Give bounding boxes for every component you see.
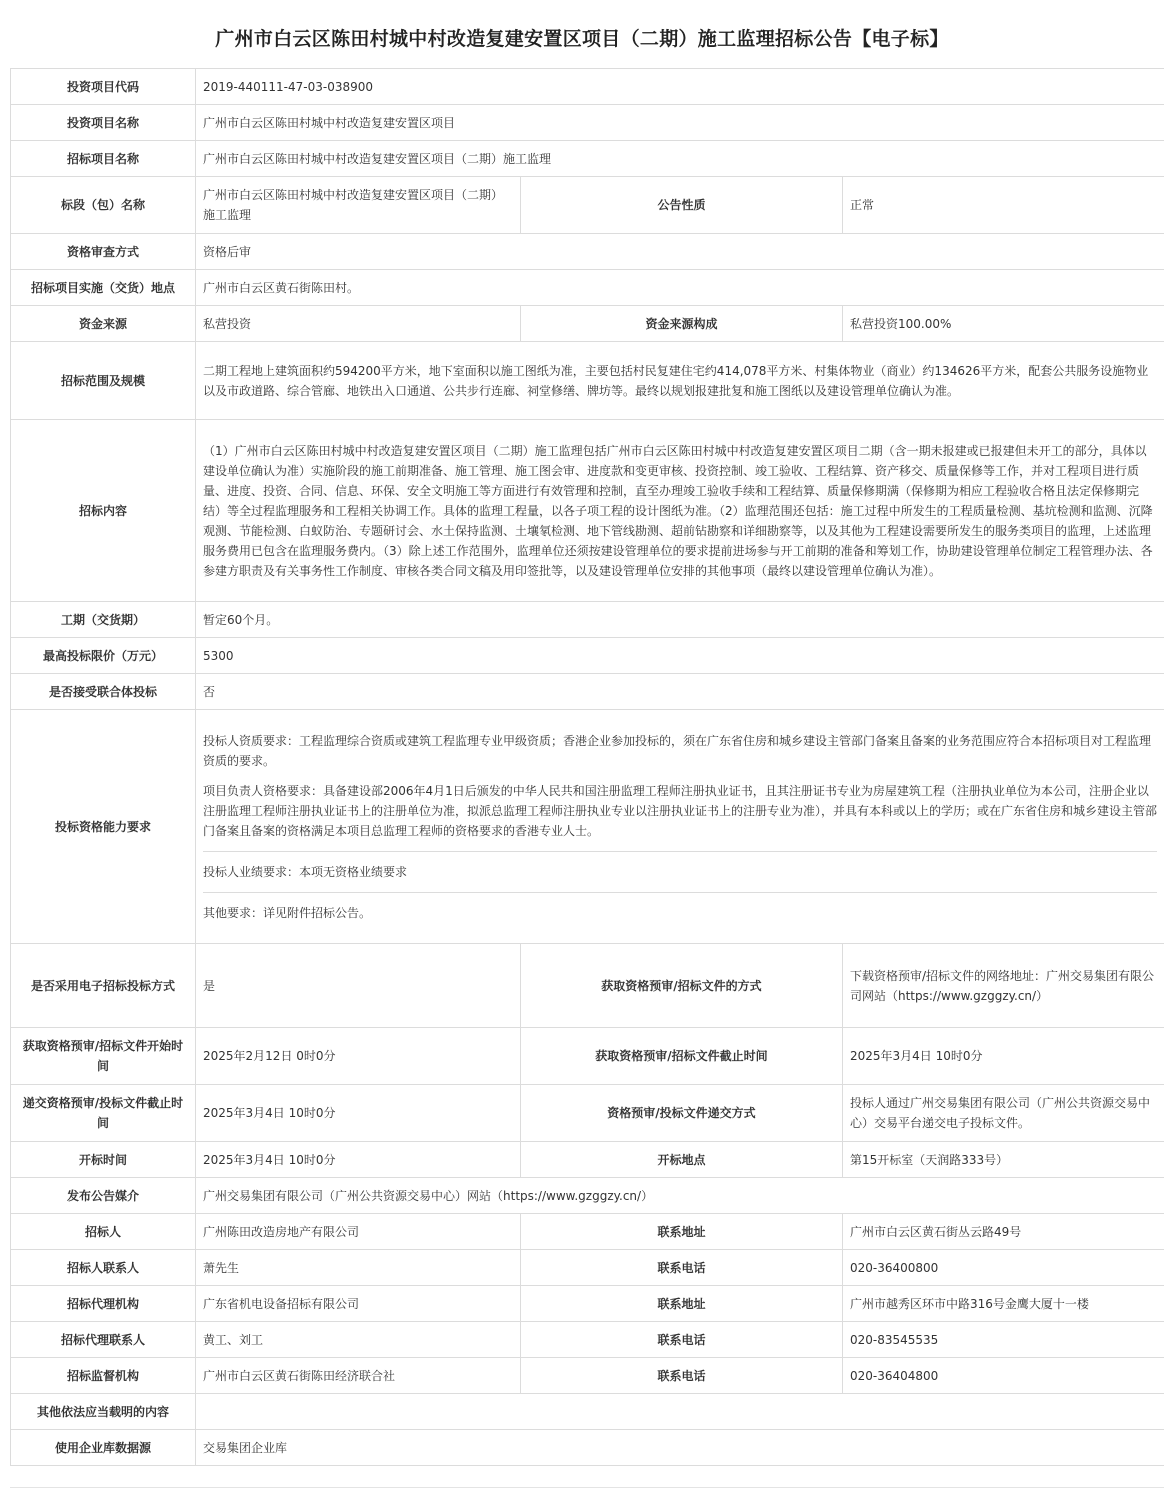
label-agency-address: 联系地址	[521, 1286, 843, 1322]
value-qualification-review: 资格后审	[196, 234, 1164, 270]
label-get-start: 获取资格预审/招标文件开始时间	[11, 1028, 196, 1085]
value-location: 广州市白云区黄石街陈田村。	[196, 270, 1164, 306]
row-tenderer	[11, 1214, 1164, 1250]
label-tenderer-address: 联系地址	[521, 1214, 843, 1250]
value-duration: 暂定60个月。	[196, 602, 1164, 638]
label-open-time: 开标时间	[11, 1142, 196, 1178]
row-electronic	[11, 944, 1164, 1028]
bidder-requirement: 投标人资质要求：工程监理综合资质或建筑工程监理专业甲级资质；香港企业参加投标的，须在广东省住房和城乡建设主管部门备案且备案的业务范围应符合本招标项目对工程监理资质的要求。	[203, 733, 1152, 768]
label-project-code: 投资项目代码	[11, 69, 196, 105]
label-consortium: 是否接受联合体投标	[11, 674, 196, 710]
value-agency-address: 广州市越秀区环市中路316号金鹰大厦十一楼	[843, 1286, 1164, 1322]
value-get-end: 2025年3月4日 10时0分	[843, 1028, 1164, 1085]
label-supervision: 招标监督机构	[11, 1358, 196, 1394]
label-content: 招标内容	[11, 420, 196, 602]
label-qualification-review: 资格审查方式	[11, 234, 196, 270]
value-submit-deadline: 2025年3月4日 10时0分	[196, 1085, 521, 1142]
value-scope: 二期工程地上建筑面积约594200平方米，地下室面积以施工图纸为准，主要包括村民复建住宅约414,078平方米、村集体物业（商业）约134626平方米，配套公共服务设施物业以及市政道路、综合管廊、地铁出入口通道、公共步行连廊、祠堂修缮、牌坊等。最终以规划报建批复和施工图纸以及建设管理单位确认为准。	[196, 342, 1164, 420]
value-agency-contact: 黄工、刘工	[196, 1322, 521, 1358]
value-supervision: 广州市白云区黄石街陈田经济联合社	[196, 1358, 521, 1394]
value-section-name: 广州市白云区陈田村城中村改造复建安置区项目（二期）施工监理	[196, 177, 521, 234]
value-get-method: 下载资格预审/招标文件的网络地址：广州交易集团有限公司网站（https://www.gzggzy.cn/）	[843, 944, 1164, 1028]
label-agency: 招标代理机构	[11, 1286, 196, 1322]
row-agency-contact	[11, 1322, 1164, 1358]
row-submit-time	[11, 1085, 1164, 1142]
value-other-content	[196, 1394, 1164, 1430]
row-max-price	[11, 638, 1164, 674]
label-submit-deadline: 递交资格预审/投标文件截止时间	[11, 1085, 196, 1142]
label-funding: 资金来源	[11, 306, 196, 342]
value-content: （1）广州市白云区陈田村城中村改造复建安置区项目（二期）施工监理包括广州市白云区陈田村城中村改造复建安置区项目二期（含一期未报建或已报建但未开工的部分，具体以建设单位确认为准）实施阶段的施工前期准备、施工管理、施工图会审、进度款和变更审核、投资控制、竣工验收、工程结算、资产移交、质量保修等工作，并对工程项目进行质量、进度、投资、合同、信息、环保、安全文明施工等方面进行有效管理和控制，直至办理竣工验收手续和工程结算、质量保修期满（保修期为相应工程验收合格且法定保修期完结）等全过程监理服务和工程相关协调工作。具体的监理工程量，以各子项工程的设计图纸为准。（2）监理范围还包括：施工过程中所发生的工程质量检测、基坑检测和监测、沉降观测、节能检测、白蚁防治、专题研讨会、水土保持监测、土壤氡检测、地下管线勘测、超前钻勘察和详细勘察等，以及其他为工程建设需要所发生的服务类项目的监理，上述监理服务费用已包含在监理服务费内。（3）除上述工作范围外，监理单位还须按建设管理单位的要求提前进场参与开工前期的准备和筹划工作，协助建设管理单位制定工程管理办法、各参建方职责及有关事务性工作制度、审核各类合同文稿及用印签批等，以及建设管理单位安排的其他事项（最终以建设管理单位确认为准）。	[196, 420, 1164, 602]
label-max-price: 最高投标限价（万元）	[11, 638, 196, 674]
value-tenderer-contact: 萧先生	[196, 1250, 521, 1286]
row-tender-project-name	[11, 141, 1164, 177]
label-tender-project-name: 招标项目名称	[11, 141, 196, 177]
value-consortium: 否	[196, 674, 1164, 710]
label-other-content: 其他依法应当载明的内容	[11, 1394, 196, 1430]
value-open-time: 2025年3月4日 10时0分	[196, 1142, 521, 1178]
value-tenderer-address: 广州市白云区黄石街丛云路49号	[843, 1214, 1164, 1250]
value-project-name: 广州市白云区陈田村城中村改造复建安置区项目	[196, 105, 1164, 141]
manager-requirement: 项目负责人资格要求：具备建设部2006年4月1日后颁发的中华人民共和国注册监理工程师注册执业证书，且其注册证书专业为房屋建筑工程（注册执业单位为本公司，注册企业以注册监理工程师注册执业证书上的注册单位为准，拟派总监理工程师注册执业专业以注册执业证书上的注册专业为准），并具有本科或以上的学历；或在广东省住房和城乡建设主管部门备案且备案的资格满足本项目总监理工程师的资格要求的香港专业人士。	[203, 783, 1158, 838]
row-other-content	[11, 1394, 1164, 1430]
label-submit-method: 资格预审/投标文件递交方式	[521, 1085, 843, 1142]
row-project-code	[11, 69, 1164, 105]
value-project-code: 2019-440111-47-03-038900	[196, 69, 1164, 105]
value-funding: 私营投资	[196, 306, 521, 342]
row-qualification-review	[11, 234, 1164, 270]
row-media	[11, 1178, 1164, 1214]
row-qualification	[11, 710, 1164, 944]
label-qualification: 投标资格能力要求	[11, 710, 196, 944]
row-supervision	[11, 1358, 1164, 1394]
label-db-source: 使用企业库数据源	[11, 1430, 196, 1466]
value-qualification	[196, 710, 1164, 944]
page-title: 广州市白云区陈田村城中村改造复建安置区项目（二期）施工监理招标公告【电子标】	[215, 28, 949, 50]
notice-table	[10, 68, 1164, 1466]
row-location	[11, 270, 1164, 306]
label-duration: 工期（交货期）	[11, 602, 196, 638]
other-requirement: 其他要求：详见附件招标公告。	[203, 905, 372, 920]
label-agency-contact: 招标代理联系人	[11, 1322, 196, 1358]
label-get-end: 获取资格预审/招标文件截止时间	[521, 1028, 843, 1085]
bottom-divider	[10, 1487, 1164, 1488]
row-section-name	[11, 177, 1164, 234]
row-tenderer-contact	[11, 1250, 1164, 1286]
label-get-method: 获取资格预审/招标文件的方式	[521, 944, 843, 1028]
value-notice-nature: 正常	[843, 177, 1164, 234]
value-tenderer-phone: 020-36400800	[843, 1250, 1164, 1286]
label-supervision-phone: 联系电话	[521, 1358, 843, 1394]
row-content	[11, 420, 1164, 602]
label-electronic: 是否采用电子招标投标方式	[11, 944, 196, 1028]
label-tenderer-phone: 联系电话	[521, 1250, 843, 1286]
value-open-place: 第15开标室（天润路333号）	[843, 1142, 1164, 1178]
label-scope: 招标范围及规模	[11, 342, 196, 420]
row-agency	[11, 1286, 1164, 1322]
value-get-start: 2025年2月12日 0时0分	[196, 1028, 521, 1085]
value-supervision-phone: 020-36404800	[843, 1358, 1164, 1394]
qualification-main	[203, 721, 1157, 852]
value-agency: 广东省机电设备招标有限公司	[196, 1286, 521, 1322]
performance-requirement: 投标人业绩要求：本项无资格业绩要求	[203, 852, 1157, 893]
label-funding-composition: 资金来源构成	[521, 306, 843, 342]
value-media: 广州交易集团有限公司（广州公共资源交易中心）网站（https://www.gzggzy.cn/）	[196, 1178, 1164, 1214]
row-project-name	[11, 105, 1164, 141]
label-notice-nature: 公告性质	[521, 177, 843, 234]
value-submit-method: 投标人通过广州交易集团有限公司（广州公共资源交易中心）交易平台递交电子投标文件。	[843, 1085, 1164, 1142]
row-scope	[11, 342, 1164, 420]
row-open-time	[11, 1142, 1164, 1178]
label-location: 招标项目实施（交货）地点	[11, 270, 196, 306]
value-electronic: 是	[196, 944, 521, 1028]
row-get-time	[11, 1028, 1164, 1085]
label-tenderer-contact: 招标人联系人	[11, 1250, 196, 1286]
value-tender-project-name: 广州市白云区陈田村城中村改造复建安置区项目（二期）施工监理	[196, 141, 1164, 177]
value-max-price: 5300	[196, 638, 1164, 674]
label-tenderer: 招标人	[11, 1214, 196, 1250]
value-agency-phone: 020-83545535	[843, 1322, 1164, 1358]
row-consortium	[11, 674, 1164, 710]
label-agency-phone: 联系电话	[521, 1322, 843, 1358]
label-section-name: 标段（包）名称	[11, 177, 196, 234]
label-open-place: 开标地点	[521, 1142, 843, 1178]
row-duration	[11, 602, 1164, 638]
row-funding	[11, 306, 1164, 342]
value-tenderer: 广州陈田改造房地产有限公司	[196, 1214, 521, 1250]
label-project-name: 投资项目名称	[11, 105, 196, 141]
value-db-source: 交易集团企业库	[196, 1430, 1164, 1466]
row-db-source	[11, 1430, 1164, 1466]
value-funding-composition: 私营投资100.00%	[843, 306, 1164, 342]
label-media: 发布公告媒介	[11, 1178, 196, 1214]
